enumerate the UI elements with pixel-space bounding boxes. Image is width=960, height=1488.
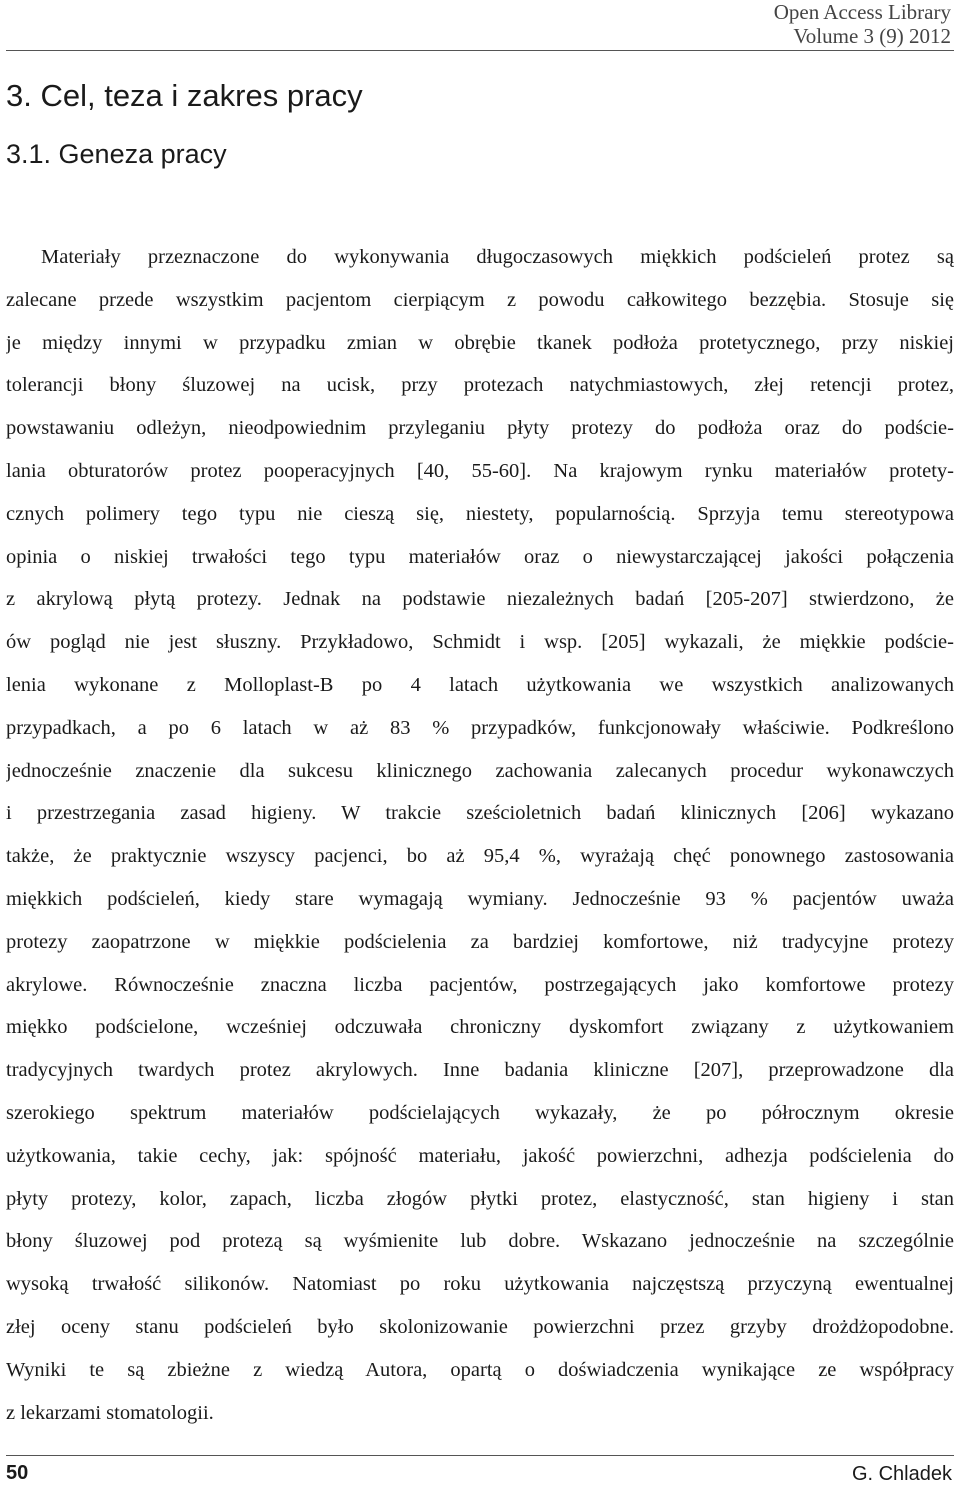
paragraph-line: protezy zaopatrzone w miękkie podścielenia za bardziej komfortowe, niż tradycyjne protezy [6, 930, 954, 953]
paragraph-line: cznych polimery tego typu nie cieszą się, niestety, popularnością. Sprzyja temu stereotypowa [6, 502, 954, 525]
paragraph-line: z lekarzami stomatologii. [6, 1401, 214, 1424]
paragraph-line: złej oceny stanu podścieleń było skolonizowanie powierzchni przez grzyby drożdżopodobne. [6, 1315, 954, 1338]
footer-divider [6, 1455, 954, 1456]
paragraph-line: także, że praktycznie wszyscy pacjenci, bo aż 95,4 %, wyrażają chęć ponownego zastosowania [6, 845, 954, 868]
paragraph-line: z akrylową płytą protezy. Jednak na podstawie niezależnych badań [205-207] stwierdzono, że [6, 588, 954, 611]
paragraph-line: lania obturatorów protez pooperacyjnych [40, 55-60]. Na krajowym rynku materiałów protety- [6, 459, 954, 482]
paragraph-line: i przestrzegania zasad higieny. W trakcie sześcioletnich badań klinicznych [206] wykazano [6, 802, 954, 825]
paragraph-line: tolerancji błony śluzowej na ucisk, przy protezach natychmiastowych, złej retencji protez, [6, 374, 954, 397]
paragraph-line: miękko podścielone, wcześniej odczuwała chroniczny dyskomfort związany z użytkowaniem [6, 1016, 954, 1039]
chapter-title: 3. Cel, teza i zakres pracy [6, 78, 363, 113]
journal-volume: Volume 3 (9) 2012 [793, 24, 951, 48]
paragraph-line: lenia wykonane z Molloplast-B po 4 latach użytkowania we wszystkich analizowanych [6, 673, 954, 696]
paragraph-line: Materiały przeznaczone do wykonywania długoczasowych miękkich podścieleń protez są [41, 246, 954, 268]
journal-name: Open Access Library [773, 0, 951, 24]
page-author: G. Chladek [851, 1463, 952, 1485]
paragraph-line: miękkich podścieleń, kiedy stare wymagają wymiany. Jednocześnie 93 % pacjentów uważa [6, 887, 954, 910]
paragraph-line: opinia o niskiej trwałości tego typu materiałów oraz o niewystarczającej jakości połączenia [6, 545, 954, 568]
page-number: 50 [6, 1462, 29, 1484]
paragraph-line: je między innymi w przypadku zmian w obrębie tkanek podłoża protetycznego, przy niskiej [6, 331, 954, 354]
header-divider [6, 50, 954, 51]
paragraph-line: zalecane przede wszystkim pacjentom cierpiącym z powodu całkowitego bezzębia. Stosuje się [6, 288, 954, 311]
paragraph-line: tradycyjnych twardych protez akrylowych. Inne badania kliniczne [207], przeprowadzone dla [6, 1059, 954, 1082]
paragraph-line: powstawaniu odleżyn, nieodpowiednim przyleganiu płyty protezy do podłoża oraz do podście- [6, 417, 954, 440]
paragraph-line: błony śluzowej pod protezą są wyśmienite lub dobre. Wskazano jednocześnie na szczególnie [6, 1230, 954, 1253]
paragraph-line: szerokiego spektrum materiałów podścielających wykazały, że po półrocznym okresie [6, 1101, 954, 1124]
paragraph-line: akrylowe. Równocześnie znaczna liczba pacjentów, postrzegających jako komfortowe protezy [6, 973, 954, 996]
body-paragraph [6, 236, 954, 1434]
paragraph-line: jednocześnie znaczenie dla sukcesu klinicznego zachowania zalecanych procedur wykonawczych [6, 759, 954, 782]
paragraph-line: wysoką trwałość silikonów. Natomiast po roku użytkowania najczęstszą przyczyną ewentualnej [6, 1273, 954, 1296]
running-header [774, 0, 951, 48]
section-title: 3.1. Geneza pracy [6, 139, 227, 169]
paragraph-line: ów pogląd nie jest słuszny. Przykładowo, Schmidt i wsp. [205] wykazali, że miękkie podście- [6, 631, 954, 654]
paragraph-line: Wyniki te są zbieżne z wiedzą Autora, opartą o doświadczenia wynikające ze współpracy [6, 1358, 954, 1381]
paragraph-line: użytkowania, takie cechy, jak: spójność materiału, jakość powierzchni, adhezja podścielenia do [6, 1144, 954, 1167]
paragraph-line: przypadkach, a po 6 latach w aż 83 % przypadków, funkcjonowały właściwie. Podkreślono [6, 716, 954, 739]
paragraph-line: płyty protezy, kolor, zapach, liczba złogów płytki protez, elastyczność, stan higieny i stan [6, 1187, 954, 1210]
